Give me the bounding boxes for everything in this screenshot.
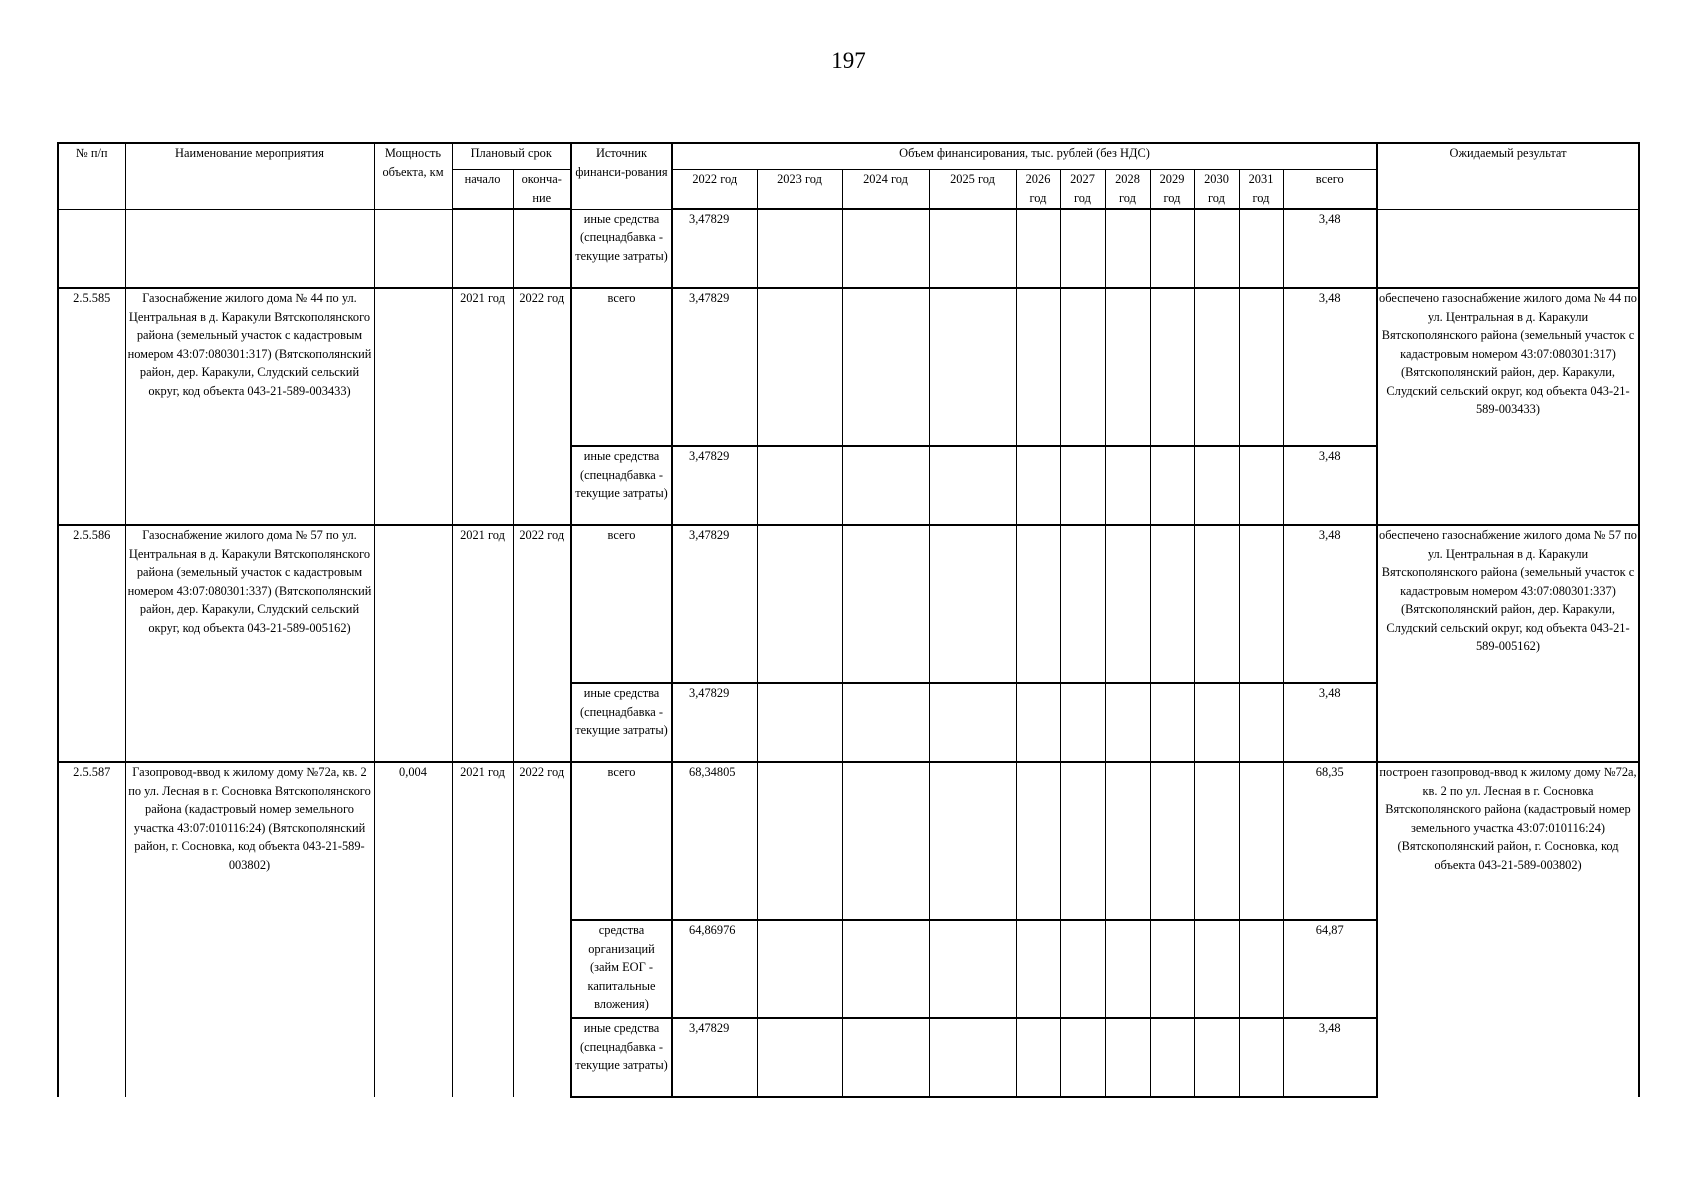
y2022-cell: 68,34805	[672, 762, 757, 920]
row-name: Газоснабжение жилого дома № 57 по ул. Центральная в д. Каракули Вятскополянского района (земельный участок с кадастровым номером 43:07:080301:337) (Вятскополянский район, дер. Каракули, Слудский сельский округ, код объекта 043-21-589-005162)	[125, 525, 374, 762]
row-name: Газопровод-ввод к жилому дому №72а, кв. 2 по ул. Лесная в г. Сосновка Вятскополянского района (кадастровый номер земельного участка 43:07:010116:24) (Вятскополянский район, г. Сосновка, код объекта 043-21-589-003802)	[125, 762, 374, 1097]
row-num: 2.5.586	[58, 525, 125, 762]
header-result: Ожидаемый результат	[1377, 143, 1639, 209]
source-cell: иные средства (спецнадбавка - текущие затраты)	[571, 683, 672, 762]
source-cell: всего	[571, 762, 672, 920]
row-result: обеспечено газоснабжение жилого дома № 57 по ул. Центральная в д. Каракули Вятскополянского района (земельный участок с кадастровым номером 43:07:080301:337) (Вятскополянский район, дер. Каракули, Слудский сельский округ, код объекта 043-21-589-005162)	[1377, 525, 1639, 762]
y2022-cell: 3,47829	[672, 446, 757, 525]
total-cell: 3,48	[1283, 683, 1377, 762]
table-row	[58, 288, 1639, 446]
page-number: 197	[831, 48, 866, 73]
source-cell: иные средства (спецнадбавка - текущие затраты)	[571, 446, 672, 525]
y2022-cell: 3,47829	[672, 525, 757, 683]
y2022-cell: 3,47829	[672, 683, 757, 762]
header-start: начало	[452, 170, 513, 210]
header-plan-term: Плановый срок	[452, 143, 571, 170]
header-volume: Объем финансирования, тыс. рублей (без НДС)	[672, 143, 1377, 170]
header-year-2025: 2025 год	[929, 170, 1016, 210]
header-year-2027: 2027 год	[1060, 170, 1105, 210]
row-end: 2022 год	[513, 288, 571, 525]
row-start: 2021 год	[452, 525, 513, 762]
total-cell: 3,48	[1283, 209, 1377, 288]
source-cell: всего	[571, 288, 672, 446]
total-cell: 3,48	[1283, 1018, 1377, 1097]
y2022-cell: 3,47829	[672, 288, 757, 446]
header-year-2029: 2029 год	[1150, 170, 1194, 210]
header-num: № п/п	[58, 143, 125, 209]
header-name: Наименование мероприятия	[125, 143, 374, 209]
header-year-2024: 2024 год	[842, 170, 929, 210]
y2022-cell: 3,47829	[672, 209, 757, 288]
row-num: 2.5.585	[58, 288, 125, 525]
row-num: 2.5.587	[58, 762, 125, 1097]
total-cell: 3,48	[1283, 288, 1377, 446]
header-year-2026: 2026 год	[1016, 170, 1060, 210]
table-row-continuation	[58, 209, 1639, 288]
y2022-cell: 64,86976	[672, 920, 757, 1018]
source-cell: средства организаций (займ ЕОГ - капитальные вложения)	[571, 920, 672, 1018]
table-row	[58, 525, 1639, 683]
row-capacity: 0,004	[374, 762, 452, 1097]
row-start: 2021 год	[452, 288, 513, 525]
row-end: 2022 год	[513, 762, 571, 1097]
source-cell: иные средства (спецнадбавка - текущие затраты)	[571, 209, 672, 288]
table-row	[58, 762, 1639, 920]
header-year-2030: 2030 год	[1194, 170, 1239, 210]
source-cell: всего	[571, 525, 672, 683]
total-cell: 3,48	[1283, 446, 1377, 525]
header-year-2022: 2022 год	[672, 170, 757, 210]
header-total: всего	[1283, 170, 1377, 210]
header-end: оконча-ние	[513, 170, 571, 210]
y2022-cell: 3,47829	[672, 1018, 757, 1097]
row-end: 2022 год	[513, 525, 571, 762]
financing-table	[57, 142, 1640, 1098]
total-cell: 68,35	[1283, 762, 1377, 920]
row-result: построен газопровод-ввод к жилому дому №72а, кв. 2 по ул. Лесная в г. Сосновка Вятскополянского района (кадастровый номер земельного участка 43:07:010116:24) (Вятскополянский район, г. Сосновка, код объекта 043-21-589-003802)	[1377, 762, 1639, 1097]
header-capacity: Мощность объекта, км	[374, 143, 452, 209]
header-year-2023: 2023 год	[757, 170, 842, 210]
total-cell: 3,48	[1283, 525, 1377, 683]
row-capacity	[374, 525, 452, 762]
header-source: Источник финанси-рования	[571, 143, 672, 209]
header-year-2028: 2028 год	[1105, 170, 1150, 210]
row-capacity	[374, 288, 452, 525]
header-year-2031: 2031 год	[1239, 170, 1283, 210]
total-cell: 64,87	[1283, 920, 1377, 1018]
row-name: Газоснабжение жилого дома № 44 по ул. Центральная в д. Каракули Вятскополянского района (земельный участок с кадастровым номером 43:07:080301:317) (Вятскополянский район, дер. Каракули, Слудский сельский округ, код объекта 043-21-589-003433)	[125, 288, 374, 525]
row-result: обеспечено газоснабжение жилого дома № 44 по ул. Центральная в д. Каракули Вятскополянского района (земельный участок с кадастровым номером 43:07:080301:317) (Вятскополянский район, дер. Каракули, Слудский сельский округ, код объекта 043-21-589-003433)	[1377, 288, 1639, 525]
source-cell: иные средства (спецнадбавка - текущие затраты)	[571, 1018, 672, 1097]
row-start: 2021 год	[452, 762, 513, 1097]
